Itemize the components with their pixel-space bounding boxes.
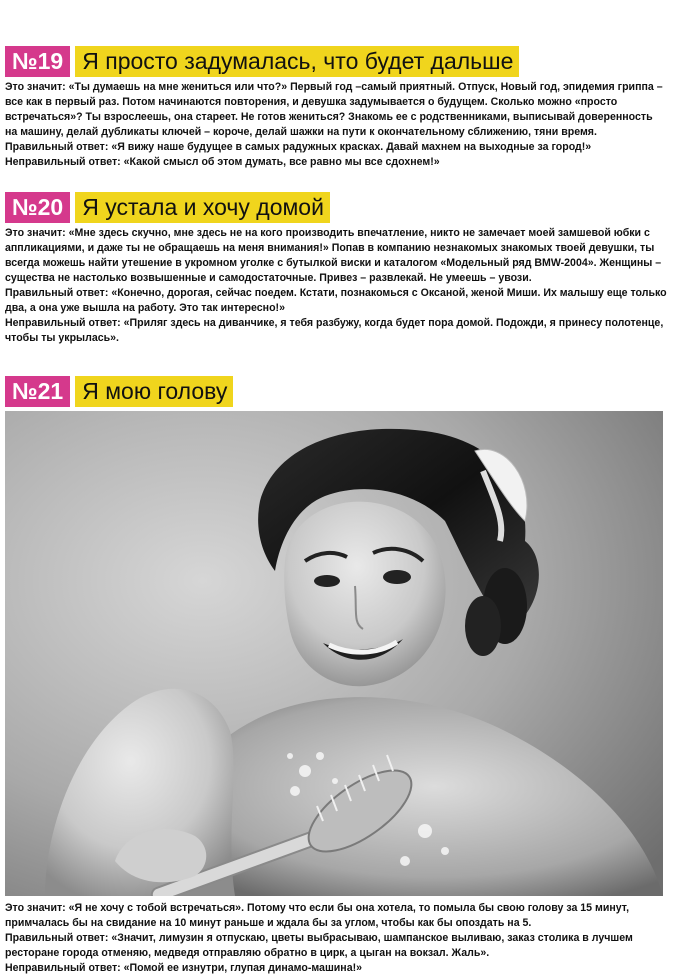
section-20-body — [5, 226, 667, 346]
wrong-answer-paragraph: Неправильный ответ: «Какой смысл об этом думать, все равно мы все сдохнем!» — [5, 156, 440, 168]
section-20-header — [5, 192, 330, 223]
section-title: Я устала и хочу домой — [75, 192, 330, 223]
section-21-body — [5, 901, 667, 976]
eye — [314, 575, 340, 587]
photo-illustration — [5, 411, 663, 896]
right-answer-paragraph: Правильный ответ: «Я вижу наше будущее в самых радужных красках. Давай махнем на выходные за город!» — [5, 141, 592, 153]
section-number-badge: №19 — [5, 46, 70, 77]
wrong-answer-paragraph: Неправильный ответ: «Приляг здесь на диванчике, я тебя разбужу, когда будет пора домой. Подожди, я принесу полотенце, чтобы ты укрылась». — [5, 317, 664, 344]
right-answer-paragraph: Правильный ответ: «Значит, лимузин я отпускаю, цветы выбрасываю, шампанское выливаю, заказ столика в лучшем ресторане города отменяю, медведя отправляю обратно в цирк, а цыган на вокзал. Жаль». — [5, 932, 633, 959]
right-answer-paragraph: Правильный ответ: «Конечно, дорогая, сейчас поедем. Кстати, познакомься с Оксаной, женой Миши. Их малышу еще только два, а она уже вышла на работу. Это так интересно!» — [5, 287, 667, 314]
section-title: Я мою голову — [75, 376, 233, 407]
section-19-header — [5, 46, 519, 77]
section-19-body — [5, 80, 667, 170]
section-title: Я просто задумалась, что будет дальше — [75, 46, 519, 77]
eye — [383, 570, 411, 584]
meaning-paragraph: Это значит: «Я не хочу с тобой встречаться». Потому что если бы она хотела, то помыла бы свою голову за 15 минут, примчалась бы на свидание на 10 минут раньше и ждала бы за углом, чтобы как бы опоздать на 5. — [5, 902, 630, 929]
meaning-paragraph: Это значит: «Ты думаешь на мне жениться или что?» Первый год –самый приятный. Отпуск, Новый год, эпидемия гриппа – все как в первый раз. Потом начинаются повторения, и девушка задумывается о будущем. Сколько можно «просто встречаться»? Ты взрослеешь, она стареет. Не готов жениться? Знакомь ее с родственниками, выписывай доверенность на машину, делай дубликаты ключей – короче, делай шажки на пути к окончательному сближению, тяни время. — [5, 81, 663, 138]
section-number-badge: №21 — [5, 376, 70, 407]
meaning-paragraph: Это значит: «Мне здесь скучно, мне здесь не на кого производить впечатление, никто не замечает моей замшевой юбки с аппликациями, и даже ты не обращаешь на меня внимания!» Попав в компанию незнакомых знакомых твоей девушки, ты всегда можешь найти утешение в укромном уголке с бутылкой виски и каталогом «Модельный ряд BMW-2004». Женщины – существа не настолько возвышенные и самодостаточные. Привез – развлекай. Не умеешь – увози. — [5, 227, 662, 284]
vintage-bath-photo — [5, 411, 663, 896]
section-21-header — [5, 376, 233, 407]
hair-curl — [465, 596, 501, 656]
section-number-badge: №20 — [5, 192, 70, 223]
wrong-answer-paragraph: Неправильный ответ: «Помой ее изнутри, глупая динамо-машина!» — [5, 962, 363, 974]
